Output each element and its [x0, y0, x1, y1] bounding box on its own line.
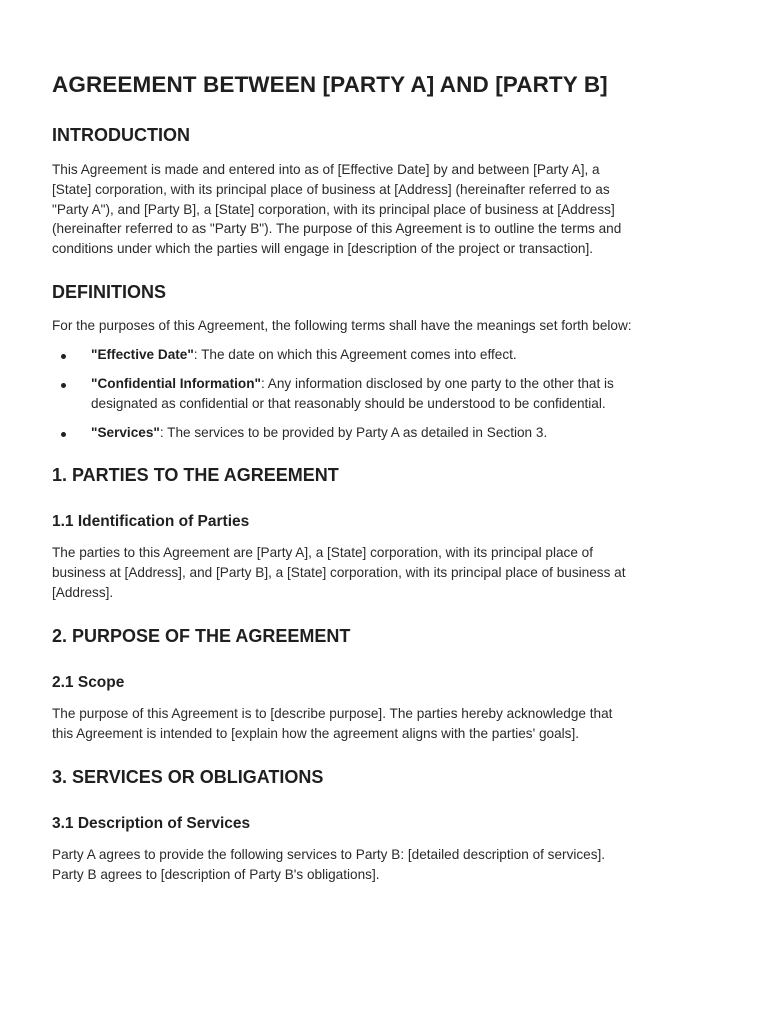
introduction-line: conditions under which the parties will engage in [description of the project or transaction].: [52, 241, 594, 257]
section-2-paragraph: The purpose of this Agreement is to [describe purpose]. The parties hereby acknowledge that this Agreement is intended to [explain how the agreement aligns with the parties' goals].: [52, 706, 613, 741]
bullet-icon: [61, 354, 66, 359]
definition-text: : Any information disclosed by one party to the other that is: [260, 376, 614, 391]
introduction-line: This Agreement is made and entered into as of [Effective Date] by and between [Party A], a: [52, 162, 600, 177]
definitions-intro: For the purposes of this Agreement, the following terms shall have the meanings set forth below:: [52, 318, 632, 333]
definition-text: : The services to be provided by Party A as detailed in Section 3.: [159, 425, 548, 440]
section-3-paragraph: Party A agrees to provide the following services to Party B: [detailed description of services]. Party B agrees to [description of Party B's obligations].: [52, 847, 606, 882]
definition-text: : The date on which this Agreement comes into effect.: [193, 347, 517, 362]
section-3-heading: 3. SERVICES OR OBLIGATIONS: [52, 767, 324, 787]
definition-text-continued: designated as confidential or that reasonably should be understood to be confidential.: [91, 395, 606, 411]
section-2-1-heading: 2.1 Scope: [52, 674, 125, 691]
definition-term: "Confidential Information": [91, 376, 261, 391]
introduction-paragraph: [52, 160, 720, 259]
bullet-icon: [61, 383, 66, 388]
section-1-1-heading: 1.1 Identification of Parties: [52, 513, 250, 530]
section-3-1-heading: 3.1 Description of Services: [52, 815, 251, 832]
introduction-line: [State] corporation, with its principal place of business at [Address] (hereinafter referred to as: [52, 181, 610, 197]
definitions-heading: DEFINITIONS: [52, 282, 167, 302]
document-title: AGREEMENT BETWEEN [PARTY A] AND [PARTY B]: [52, 72, 608, 97]
section-1-heading: 1. PARTIES TO THE AGREEMENT: [52, 465, 339, 485]
definition-term: "Services": [91, 425, 160, 440]
section-1-paragraph: The parties to this Agreement are [Party A], a [State] corporation, with its principal place of business at [Address], and [Party B], a [State] corporation, with its principal place of business at [Address].: [52, 545, 626, 600]
introduction-heading: INTRODUCTION: [52, 125, 190, 145]
introduction-line: (hereinafter referred to as "Party B"). The purpose of this Agreement is to outline the terms and: [52, 221, 622, 237]
definition-term: "Effective Date": [91, 347, 194, 362]
section-2-heading: 2. PURPOSE OF THE AGREEMENT: [52, 626, 351, 646]
bullet-icon: [61, 432, 66, 437]
introduction-line: "Party A"), and [Party B], a [State] corporation, with its principal place of business at [Address]: [52, 201, 615, 217]
